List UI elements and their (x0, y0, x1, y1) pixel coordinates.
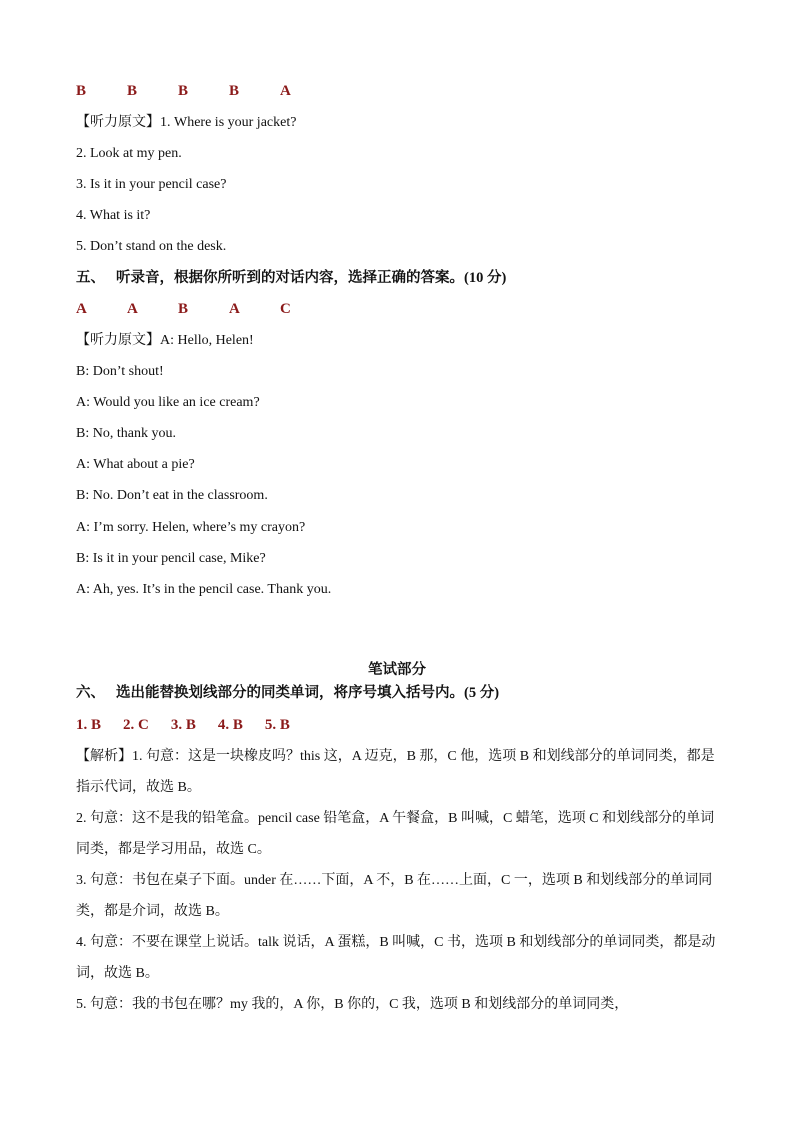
transcript-line: B: No. Don’t eat in the classroom. (76, 488, 268, 503)
answer-1: 1. B (76, 717, 102, 733)
transcript-line: 3. Is it in your pencil case? (76, 177, 227, 192)
analysis-text: 1. 句意：这是一块橡皮吗？this 这，A 迈克，B 那，C 他，选项 B 和划线部分的单词同类，都是指示代词，故选 B。 (76, 749, 715, 795)
transcript-line: B: No, thank you. (76, 426, 176, 441)
answer-4: 4. B (217, 717, 243, 733)
section-5-heading (76, 269, 506, 287)
transcript-line: A: I’m sorry. Helen, where’s my crayon? (76, 520, 306, 535)
analysis-paragraph (76, 741, 721, 803)
answer-3: B (178, 83, 189, 99)
answer-4: B (229, 83, 240, 99)
answer-5: 5. B (264, 717, 290, 733)
transcript-text: 1. Where is your jacket? (160, 115, 297, 130)
transcript-line: A: Would you like an ice cream? (76, 395, 260, 410)
answer-2: B (127, 83, 138, 99)
transcript-label: 【听力原文】 (76, 333, 160, 348)
transcript-line: 4. What is it? (76, 208, 151, 223)
section-title: 听录音，根据你所听到的对话内容，选择正确的答案。(10 分) (116, 270, 507, 286)
analysis-paragraph: 3. 句意：书包在桌子下面。under 在……下面，A 不，B 在……上面，C 一，选项 B 和划线部分的单词同类，都是介词，故选 B。 (76, 873, 713, 919)
analysis-paragraph: 5. 句意：我的书包在哪？my 我的，A 你，B 你的，C 我，选项 B 和划线部分的单词同类， (76, 997, 629, 1012)
transcript-line: B: Is it in your pencil case, Mike? (76, 551, 266, 566)
answer-2: A (127, 301, 138, 317)
section-number: 五、 (76, 270, 105, 286)
section-number: 六、 (76, 685, 105, 701)
written-part-title: 笔试部分 (368, 662, 426, 678)
answer-3: B (178, 301, 189, 317)
answer-row-section-5 (76, 300, 331, 318)
transcript-label: 【听力原文】 (76, 115, 160, 130)
answer-5: A (280, 83, 291, 99)
transcript-line: 2. Look at my pen. (76, 146, 182, 161)
answer-row-section-4 (76, 82, 331, 100)
transcript-line: B: Don’t shout! (76, 364, 164, 379)
transcript-line: 5. Don’t stand on the desk. (76, 239, 227, 254)
transcript-line (76, 332, 254, 350)
analysis-paragraph: 4. 句意：不要在课堂上说话。talk 说话，A 蛋糕，B 叫喊，C 书，选项 B 和划线部分的单词同类，都是动词，故选 B。 (76, 935, 716, 981)
transcript-line: A: What about a pie? (76, 457, 195, 472)
analysis-label: 【解析】 (76, 749, 132, 764)
answer-1: A (76, 301, 87, 317)
transcript-line: A: Ah, yes. It’s in the pencil case. Thank you. (76, 582, 332, 597)
section-title: 选出能替换划线部分的同类单词，将序号填入括号内。(5 分) (116, 685, 500, 701)
answer-row-section-6 (76, 716, 312, 734)
analysis-paragraph: 2. 句意：这不是我的铅笔盒。pencil case 铅笔盒，A 午餐盒，B 叫喊，C 蜡笔，选项 C 和划线部分的单词同类，都是学习用品，故选 C。 (76, 811, 715, 857)
answer-1: B (76, 83, 87, 99)
answer-5: C (280, 301, 291, 317)
answer-4: A (229, 301, 240, 317)
answer-3: 3. B (170, 717, 196, 733)
section-6-heading (76, 684, 499, 702)
transcript-text: A: Hello, Helen! (160, 333, 254, 348)
answer-2: 2. C (123, 717, 149, 733)
transcript-line (76, 114, 296, 132)
